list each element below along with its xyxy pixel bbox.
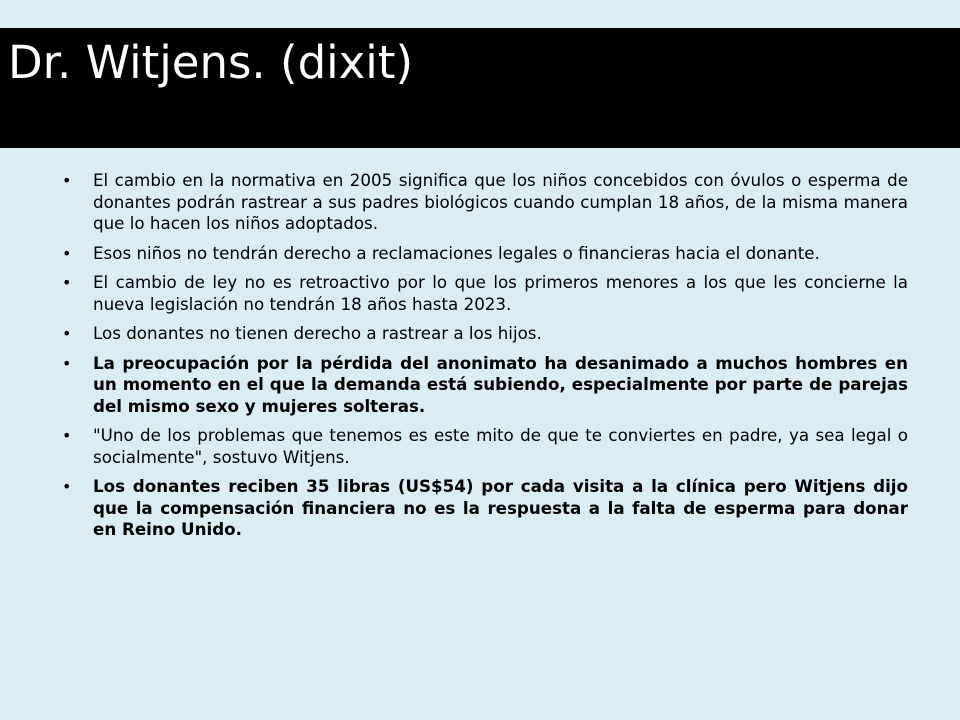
bullet-item — [60, 243, 908, 265]
bullet-item — [60, 323, 908, 345]
bullet-item — [60, 272, 908, 315]
bullet-icon: • — [62, 171, 72, 190]
bullet-text: Los donantes reciben 35 libras (US$54) por cada visita a la clínica pero Witjens dijo que la compensación financiera no es la respuesta a la falta de esperma para donar en Reino Unido. — [93, 476, 908, 539]
bullet-item — [60, 425, 908, 468]
bullet-icon: • — [62, 273, 72, 292]
bullet-icon: • — [62, 426, 72, 445]
bullet-icon: • — [62, 243, 72, 263]
bullet-text: "Uno de los problemas que tenemos es este mito de que te conviertes en padre, ya sea legal o socialmente", sostuvo Witjens. — [93, 425, 908, 467]
bullet-item — [60, 170, 908, 235]
slide-title: Dr. Witjens. (dixit) — [8, 36, 413, 89]
bullet-list — [60, 170, 908, 549]
bullet-icon: • — [62, 324, 72, 343]
bullet-icon: • — [62, 477, 72, 496]
bullet-text: Esos niños no tendrán derecho a reclamaciones legales o financieras hacia el donante. — [93, 242, 820, 263]
bullet-text: Los donantes no tienen derecho a rastrear a los hijos. — [93, 323, 542, 343]
bullet-icon: • — [62, 353, 72, 373]
bullet-text: El cambio en la normativa en 2005 significa que los niños concebidos con óvulos o esperma de donantes podrán rastrear a sus padres biológicos cuando cumplan 18 años, de la misma manera que lo hacen los niños adoptados. — [93, 170, 908, 233]
bullet-item — [60, 476, 908, 541]
bullet-text: El cambio de ley no es retroactivo por lo que los primeros menores a los que les concierne la nueva legislación no tendrán 18 años hasta 2023. — [93, 272, 908, 314]
bullet-text: La preocupación por la pérdida del anonimato ha desanimado a muchos hombres en un momento en el que la demanda está subiendo, especialmente por parte de parejas del mismo sexo y mujeres solteras. — [93, 352, 908, 416]
bullet-item — [60, 353, 908, 418]
